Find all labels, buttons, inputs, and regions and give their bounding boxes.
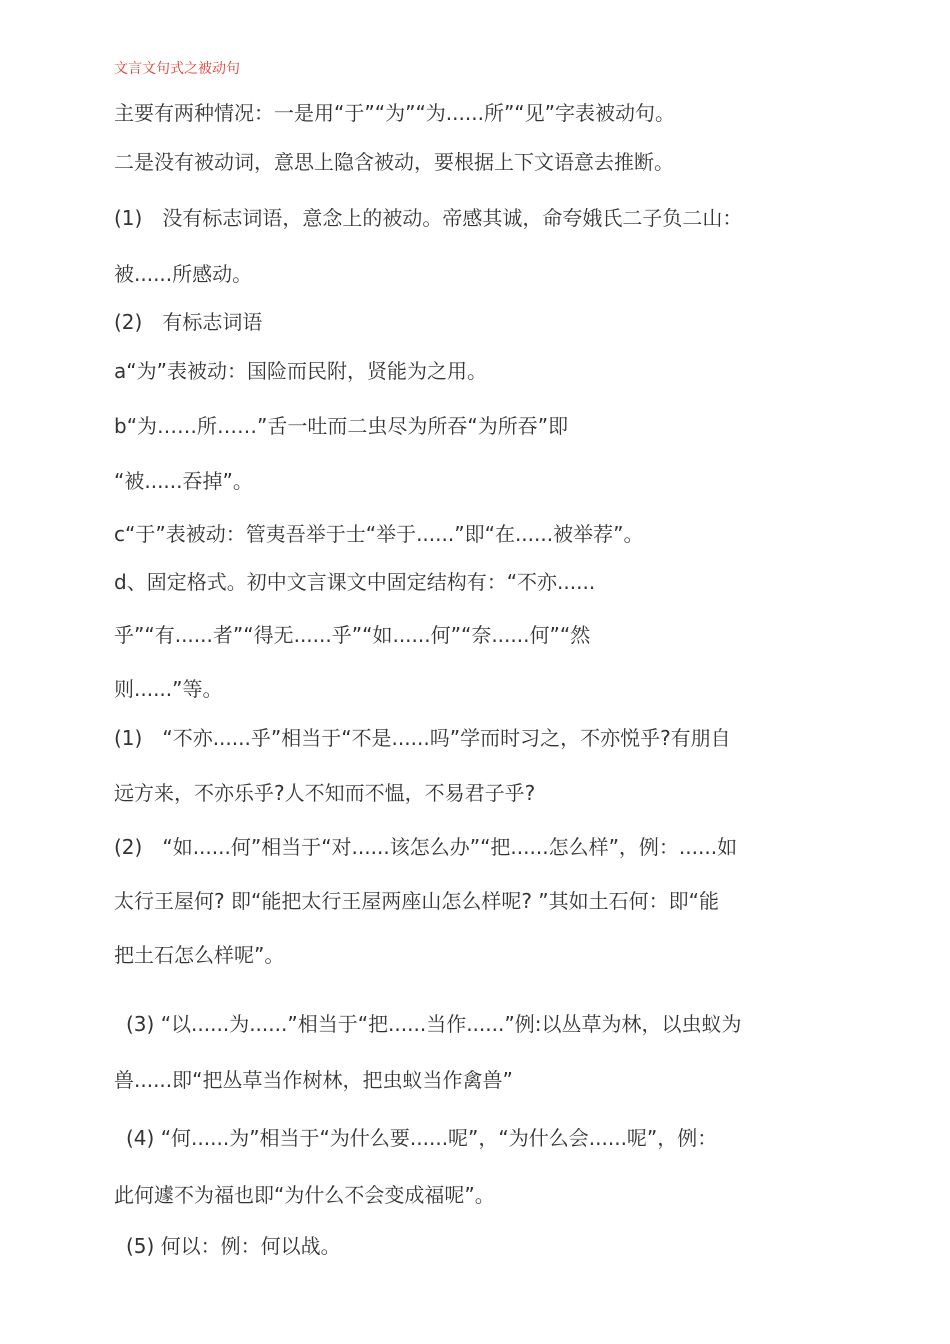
text-line: b“为……所……”舌一吐而二虫尽为所吞“为所吞”即 <box>114 414 569 438</box>
text-line: (1) 没有标志词语，意念上的被动。帝感其诚，命夸娥氏二子负二山： <box>114 206 743 230</box>
text-line: (2) 有标志词语 <box>114 310 263 334</box>
text-line: (5) 何以：例：何以战。 <box>126 1234 341 1258</box>
text-line: 二是没有被动词，意思上隐含被动，要根据上下文语意去推断。 <box>114 150 674 174</box>
text-line: (3) “以......为......”相当于“把......当作......”例:以丛草为林，以虫蚁为 <box>126 1012 742 1036</box>
text-line: 被......所感动。 <box>114 262 253 286</box>
text-line: 把土石怎么样呢”。 <box>114 943 285 967</box>
text-line: 兽......即“把丛草当作树林，把虫蚁当作禽兽” <box>114 1068 513 1092</box>
text-line: 太行王屋何? 即“能把太行王屋两座山怎么样呢? ”其如土石何：即“能 <box>114 889 720 913</box>
document-title: 文言文句式之被动句 <box>114 61 240 77</box>
text-line: d、固定格式。初中文言课文中固定结构有：“不亦...... <box>114 570 596 594</box>
text-line: c“于”表被动：管夷吾举于士“举于......”即“在......被举荐”。 <box>114 522 644 546</box>
text-line: (4) “何......为”相当于“为什么要......呢”，“为什么会......呢”，例： <box>126 1126 718 1150</box>
text-line: 远方来，不亦乐乎?人不知而不愠，不易君子乎? <box>114 781 536 805</box>
text-line: 主要有两种情况：一是用“于”“为”“为......所”“见”字表被动句。 <box>114 101 676 125</box>
text-line: (1) “不亦......乎”相当于“不是......吗”学而时习之，不亦悦乎?有朋自 <box>114 726 731 750</box>
text-line: 此何遽不为福也即“为什么不会变成福呢”。 <box>114 1183 495 1207</box>
text-line: “被......吞掉”。 <box>114 469 253 493</box>
text-line: (2) “如......何”相当于“对......该怎么办”“把......怎么样”，例：......如 <box>114 835 738 859</box>
text-line: 乎”“有......者”“得无......乎”“如......何”“奈......何”“然 <box>114 623 591 647</box>
text-line: 则......”等。 <box>114 677 223 701</box>
text-line: a“为”表被动：国险而民附，贤能为之用。 <box>114 359 487 383</box>
